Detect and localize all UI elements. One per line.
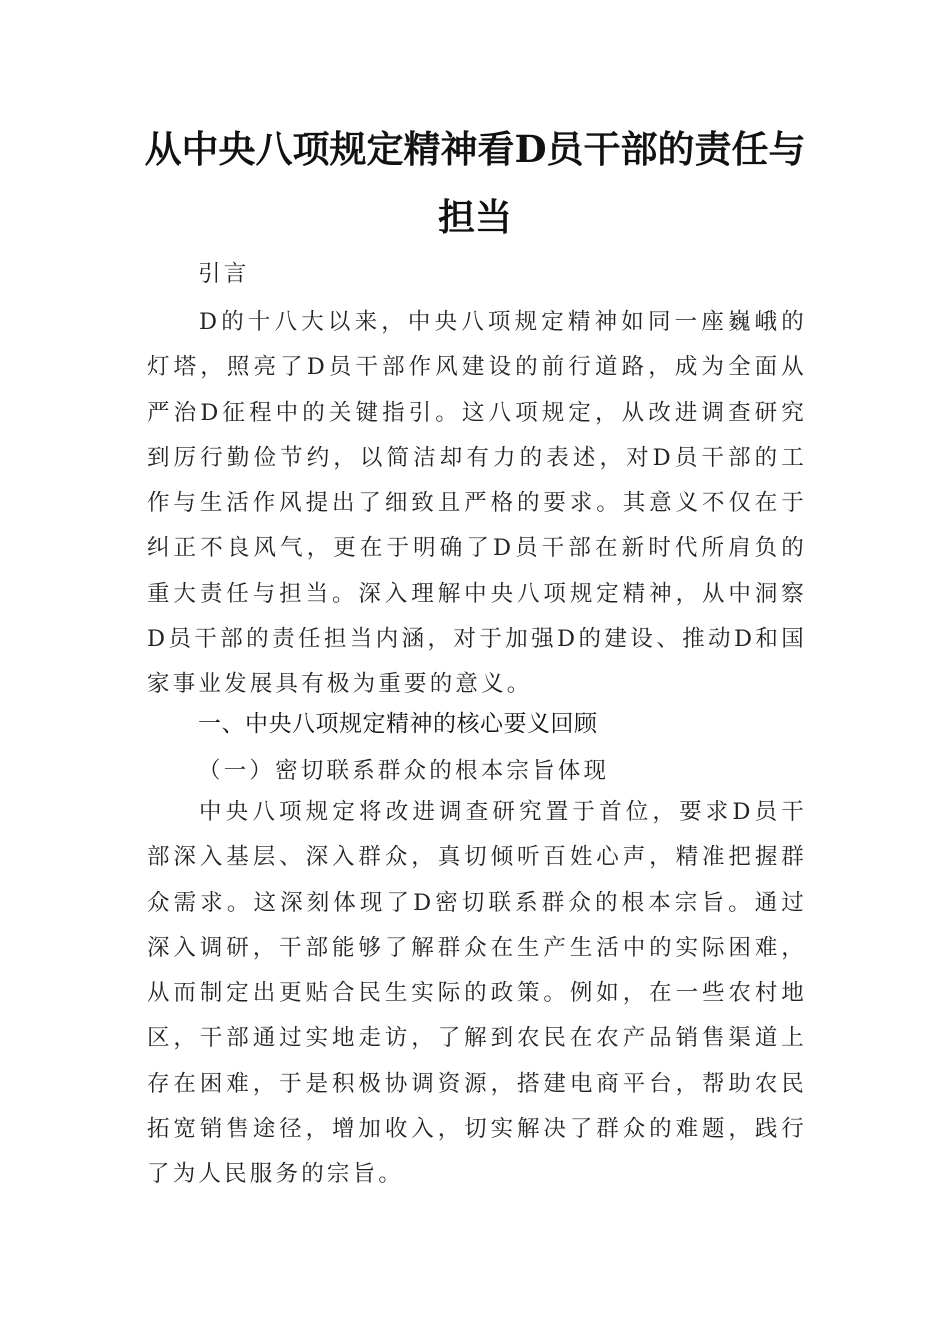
section-1-heading: 一、中央八项规定精神的核心要义回顾 (198, 711, 598, 737)
subsection-1-paragraph: 中央八项规定将改进调查研究置于首位，要求D员干部深入基层、深入群众，真切倾听百姓心声，精准把握群众需求。这深刻体现了D密切联系群众的根本宗旨。通过深入调研，干部能够了解群众在生产生活中的实际困难，从而制定出更贴合民生实际的政策。例如，在一些农村地区，干部通过实地走访，了解到农民在农产品销售渠道上存在困难，于是积极协调资源，搭建电商平台，帮助农民拓宽销售途径，增加收入，切实解决了群众的难题，践行了为人民服务的宗旨。 (147, 799, 807, 1188)
document-title-line-2: 担当 (438, 195, 512, 239)
intro-label: 引言 (198, 261, 250, 287)
intro-paragraph: D的十八大以来，中央八项规定精神如同一座巍峨的灯塔，照亮了D员干部作风建设的前行道路，成为全面从严治D征程中的关键指引。这八项规定，从改进调查研究到厉行勤俭节约，以简洁却有力的表述，对D员干部的工作与生活作风提出了细致且严格的要求。其意义不仅在于纠正不良风气，更在于明确了D员干部在新时代所肩负的重大责任与担当。深入理解中央八项规定精神，从中洞察D员干部的责任担当内涵，对于加强D的建设、推动D和国家事业发展具有极为重要的意义。 (147, 309, 807, 698)
subsection-1-heading: （一）密切联系群众的根本宗旨体现 (198, 758, 610, 784)
document-title-line-1: 从中央八项规定精神看D员干部的责任与 (144, 127, 806, 171)
